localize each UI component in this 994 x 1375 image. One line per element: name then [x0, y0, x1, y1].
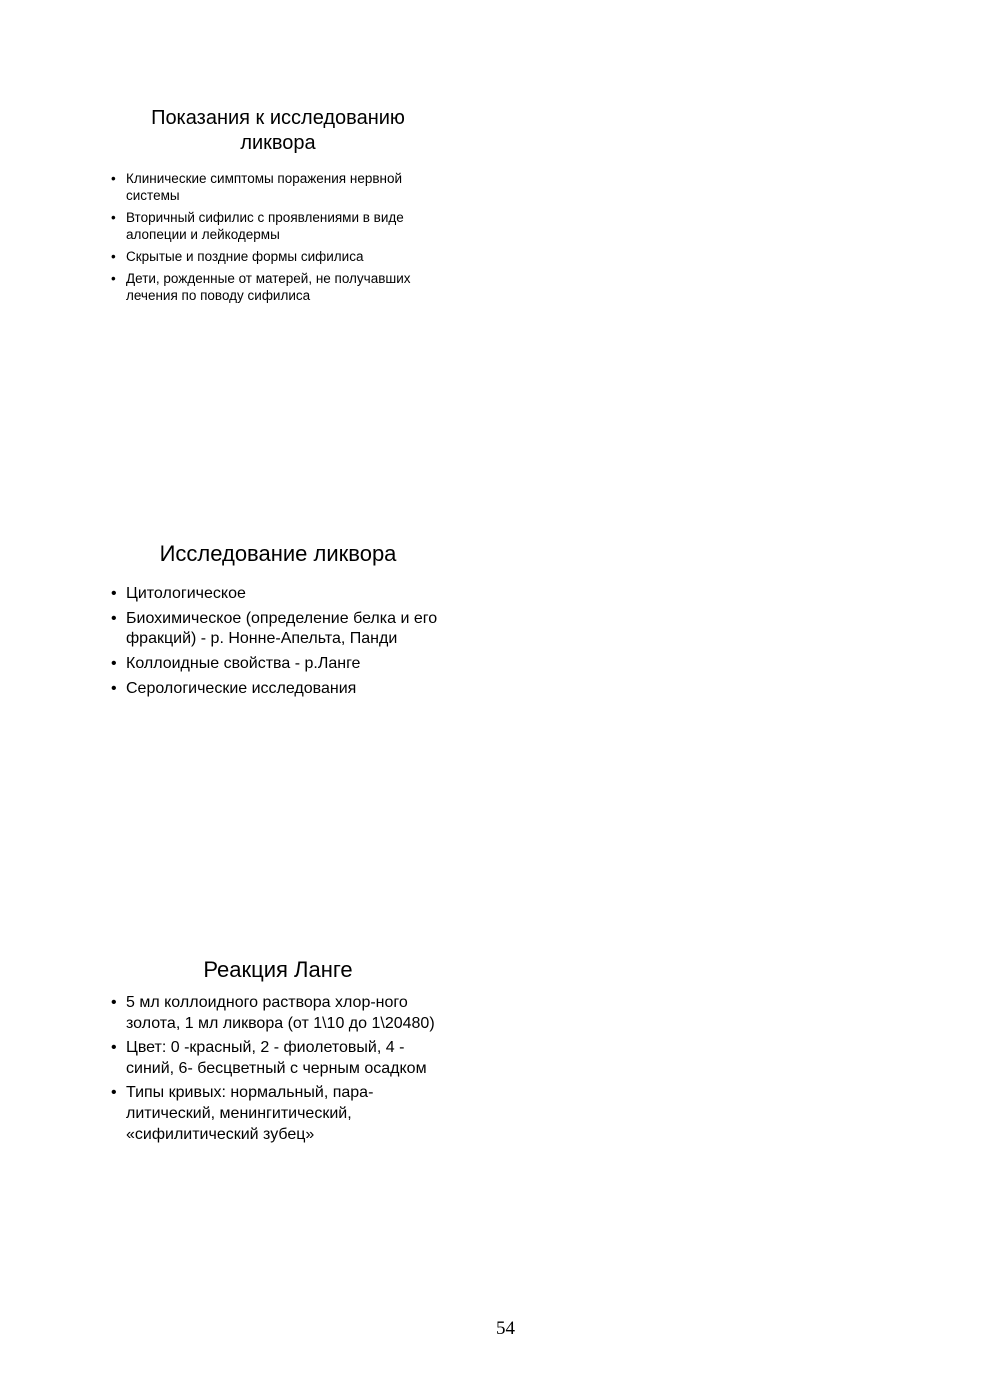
list-item: • Дети, рожденные от матерей, не получавших лечения по поводу сифилиса — [108, 270, 448, 304]
bullet-list — [108, 170, 448, 304]
list-item: • Цитологическое — [108, 584, 448, 604]
list-item: • Типы кривых: нормальный, пара-литический, менингитический, «сифилитический зубец» — [108, 1082, 448, 1145]
list-item: • Биохимическое (определение белка и его фракций) - р. Нонне-Апельта, Панди — [108, 609, 448, 649]
slide-title: Исследование ликвора — [159, 541, 397, 566]
slide-csf-study — [108, 540, 448, 704]
page-number: 54 — [496, 1318, 515, 1339]
list-item: • Цвет: 0 -красный, 2 - фиолетовый, 4 - синий, 6- бесцветный с черным осадком — [108, 1037, 448, 1079]
bullet-list — [108, 992, 448, 1145]
list-item: • Скрытые и поздние формы сифилиса — [108, 248, 448, 265]
list-item: • 5 мл коллоидного раствора хлор-ного золота, 1 мл ликвора (от 1\10 до 1\20480) — [108, 992, 448, 1034]
list-item: • Коллоидные свойства - р.Ланге — [108, 654, 448, 674]
list-item: • Клинические симптомы поражения нервной системы — [108, 170, 448, 204]
bullet-list — [108, 584, 448, 699]
slide-indications — [108, 106, 448, 309]
list-item: • Серологические исследования — [108, 679, 448, 699]
list-item: • Вторичный сифилис с проявлениями в виде алопеции и лейкодермы — [108, 209, 448, 243]
slide-lange-reaction — [108, 956, 448, 1148]
slide-title: Показания к исследованию ликвора — [151, 107, 405, 154]
slide-title: Реакция Ланге — [203, 957, 353, 982]
